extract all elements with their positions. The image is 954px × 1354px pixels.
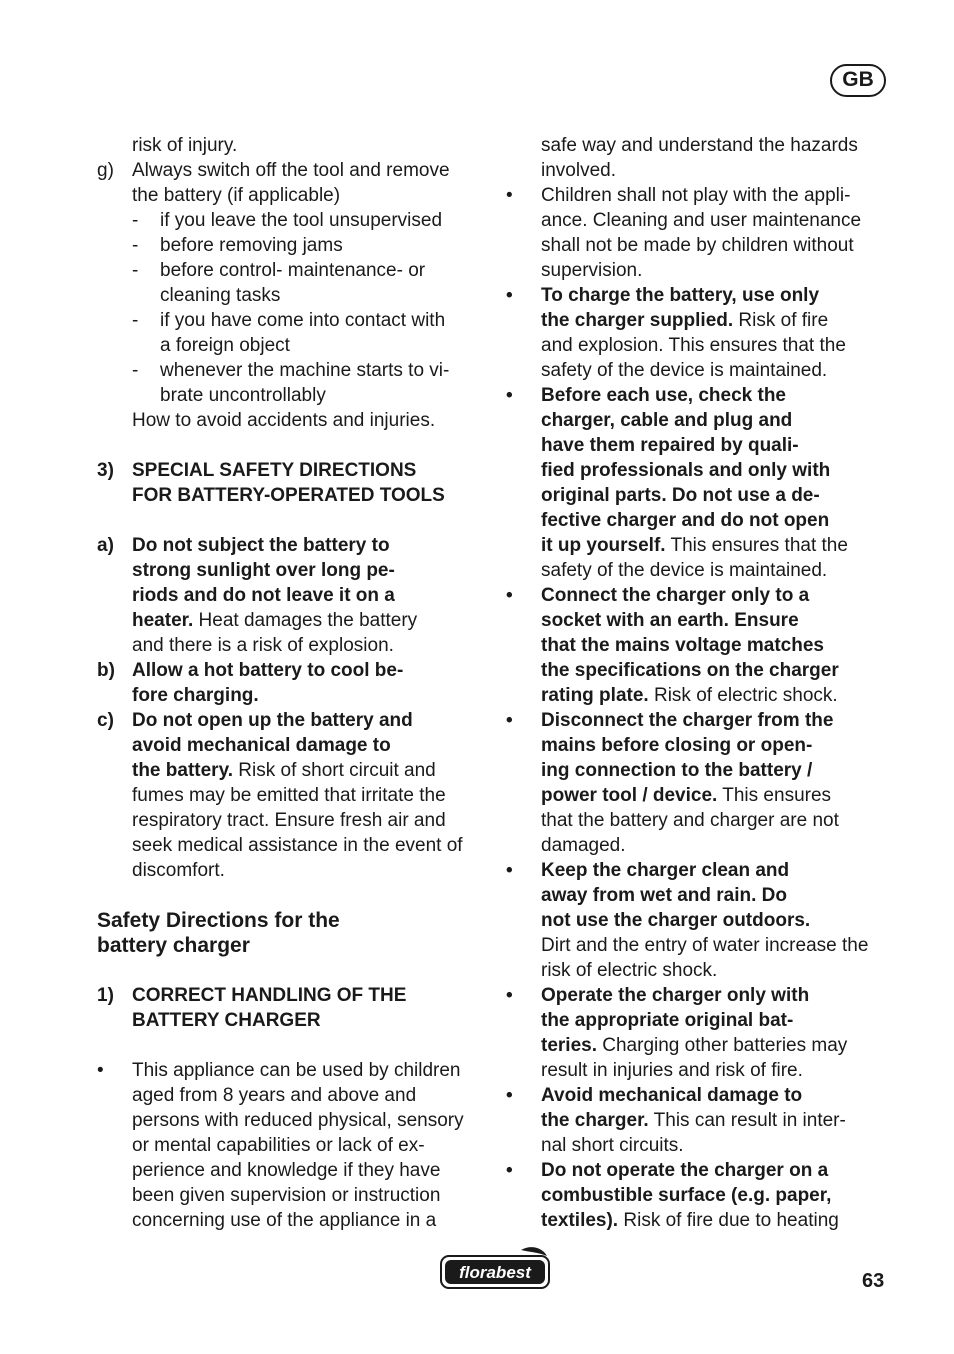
check-bullet [506,383,891,408]
section-1-title-text: CORRECT HANDLING OF THE [132,985,407,1006]
surface-text: Do not operate the charger on a [541,1160,829,1181]
supplied-text: safety of the device is maintained. [541,360,828,381]
earth-normal: Risk of electric shock. [648,685,838,706]
check-text: Before each use, check the [541,385,786,406]
bullet-marker: • [506,385,513,406]
bullet-marker: • [506,985,513,1006]
check-text: original parts. Do not use a de- [541,485,820,506]
check-text: have them repaired by quali- [541,435,799,456]
disconnect-text: ing connection to the battery / [541,760,813,781]
clean-bullet [506,858,891,883]
dash-item [97,208,487,233]
disconnect-text [506,783,891,808]
continuation-text: safe way and understand the hazards [541,135,858,156]
mechanical-bullet [506,1083,891,1108]
surface-bullet [506,1158,891,1183]
check-normal: This ensures that the [665,535,848,556]
section-1-title-text: BATTERY CHARGER [132,1010,321,1031]
left-column [97,133,487,1233]
dash-item-text: brate uncontrollably [160,385,326,406]
dash-marker: - [132,210,139,231]
right-column [506,133,891,1233]
bullet-marker: • [506,1160,513,1181]
item-c-text: respiratory tract. Ensure fresh air and [132,810,446,831]
section-1-title [97,983,487,1008]
surface-text: combustible surface (e.g. paper, [541,1185,832,1206]
dash-item-text: if you leave the tool unsupervised [160,210,443,231]
item-c-text: discomfort. [132,860,225,881]
original-text [506,1033,891,1058]
item-a-text: riods and do not leave it on a [132,585,395,606]
bullet-marker: • [506,185,513,206]
charger-heading: Safety Directions for the [97,909,340,932]
surface-bold: textiles). [541,1210,619,1231]
earth-text: that the mains voltage matches [541,635,824,656]
bullet-marker: • [506,1085,513,1106]
section-1-marker: 1) [97,985,114,1006]
item-c [97,708,487,733]
dash-item [97,358,487,383]
supplied-text [506,308,891,333]
dash-item [97,233,487,258]
supplied-text: To charge the battery, use only [541,285,820,306]
original-normal: Charging other batteries may [596,1035,848,1056]
check-text: fective charger and do not open [541,510,830,531]
dash-item-text: if you have come into contact with [160,310,446,331]
item-c-text: seek medical assistance in the event of [132,835,463,856]
section-3-marker: 3) [97,460,114,481]
clean-text: away from wet and rain. Do [541,885,787,906]
bullet-marker: • [506,585,513,606]
continuation-text: risk of injury. [132,135,238,156]
dash-item-text: before removing jams [160,235,343,256]
item-a-text: strong sunlight over long pe- [132,560,395,581]
dash-item [97,308,487,333]
clean-text: Keep the charger clean and [541,860,790,881]
supplied-bullet [506,283,891,308]
disconnect-text: damaged. [541,835,626,856]
play-bullet [506,183,891,208]
supplied-normal: Risk of fire [733,310,829,331]
logo-text: florabest [459,1263,531,1282]
item-a [97,533,487,558]
disconnect-text: that the battery and charger are not [541,810,839,831]
original-bold: teries. [541,1035,597,1056]
item-a-text: and there is a risk of explosion. [132,635,394,656]
play-text: supervision. [541,260,643,281]
item-g-closing: How to avoid accidents and injuries. [132,410,436,431]
item-b-text: fore charging. [132,685,259,706]
children-text: been given supervision or instruction [132,1185,441,1206]
section-3-title-text: SPECIAL SAFETY DIRECTIONS [132,460,417,481]
mechanical-bold: the charger. [541,1110,649,1131]
item-b [97,658,487,683]
dash-item-text: whenever the machine starts to vi- [160,360,450,381]
earth-bold: rating plate. [541,685,649,706]
original-text: result in injuries and risk of fire. [541,1060,803,1081]
clean-text: risk of electric shock. [541,960,718,981]
dash-item-text: before control- maintenance- or [160,260,426,281]
item-a-text: Do not subject the battery to [132,535,390,556]
item-c-normal: Risk of short circuit and [233,760,436,781]
bullet-marker: • [506,285,513,306]
children-text: aged from 8 years and above and [132,1085,417,1106]
check-text: charger, cable and plug and [541,410,793,431]
language-badge: GB [830,64,886,97]
dash-item-text: cleaning tasks [160,285,281,306]
play-text: shall not be made by children without [541,235,854,256]
mechanical-normal: This can result in inter- [648,1110,846,1131]
mechanical-text [506,1108,891,1133]
original-bullet [506,983,891,1008]
children-text: This appliance can be used by children [132,1060,461,1081]
dash-marker: - [132,360,139,381]
earth-text: the specifications on the charger [541,660,839,681]
check-text: safety of the device is maintained. [541,560,828,581]
item-g-text: the battery (if applicable) [132,185,341,206]
item-c-text [97,758,487,783]
section-3-title-text: FOR BATTERY-OPERATED TOOLS [132,485,445,506]
supplied-text: and explosion. This ensures that the [541,335,846,356]
continuation-text: involved. [541,160,616,181]
children-text: perience and knowledge if they have [132,1160,441,1181]
disconnect-bold: power tool / device. [541,785,718,806]
item-g-line [97,158,487,183]
item-c-marker: c) [97,710,114,731]
mechanical-text: nal short circuits. [541,1135,684,1156]
item-c-text: fumes may be emitted that irritate the [132,785,446,806]
original-text: Operate the charger only with [541,985,810,1006]
dash-item-text: a foreign object [160,335,290,356]
disconnect-normal: This ensures [717,785,832,806]
item-b-text: Allow a hot battery to cool be- [132,660,404,681]
children-bullet [97,1058,487,1083]
item-a-marker: a) [97,535,114,556]
item-a-bold: heater. [132,610,194,631]
check-text: fied professionals and only with [541,460,831,481]
bullet-marker: • [97,1060,104,1081]
children-text: persons with reduced physical, sensory [132,1110,464,1131]
dash-item [97,258,487,283]
florabest-logo [439,1246,551,1295]
dash-marker: - [132,310,139,331]
clean-text: Dirt and the entry of water increase the [541,935,869,956]
earth-bullet [506,583,891,608]
disconnect-bullet [506,708,891,733]
surface-normal: Risk of fire due to heating [618,1210,839,1231]
charger-heading: battery charger [97,934,250,957]
dash-marker: - [132,260,139,281]
check-text [506,533,891,558]
item-g-text: Always switch off the tool and remove [132,160,450,181]
bullet-marker: • [506,710,513,731]
children-text: concerning use of the appliance in a [132,1210,437,1231]
supplied-bold: the charger supplied. [541,310,734,331]
item-a-normal: Heat damages the battery [193,610,418,631]
dash-marker: - [132,235,139,256]
bullet-marker: • [506,860,513,881]
disconnect-text: Disconnect the charger from the [541,710,834,731]
item-c-text: Do not open up the battery and [132,710,413,731]
children-text: or mental capabilities or lack of ex- [132,1135,425,1156]
play-text: ance. Cleaning and user maintenance [541,210,862,231]
mechanical-text: Avoid mechanical damage to [541,1085,803,1106]
clean-text: not use the charger outdoors. [541,910,811,931]
surface-text [506,1208,891,1233]
item-g-marker: g) [97,160,114,181]
check-bold: it up yourself. [541,535,666,556]
page-number: 63 [862,1270,885,1292]
earth-text: Connect the charger only to a [541,585,810,606]
play-text: Children shall not play with the appli- [541,185,851,206]
section-3-title [97,458,487,483]
item-a-text [97,608,487,633]
item-b-marker: b) [97,660,115,681]
item-c-text: avoid mechanical damage to [132,735,391,756]
original-text: the appropriate original bat- [541,1010,794,1031]
item-c-bold: the battery. [132,760,234,781]
disconnect-text: mains before closing or open- [541,735,813,756]
earth-text: socket with an earth. Ensure [541,610,799,631]
earth-text [506,683,891,708]
